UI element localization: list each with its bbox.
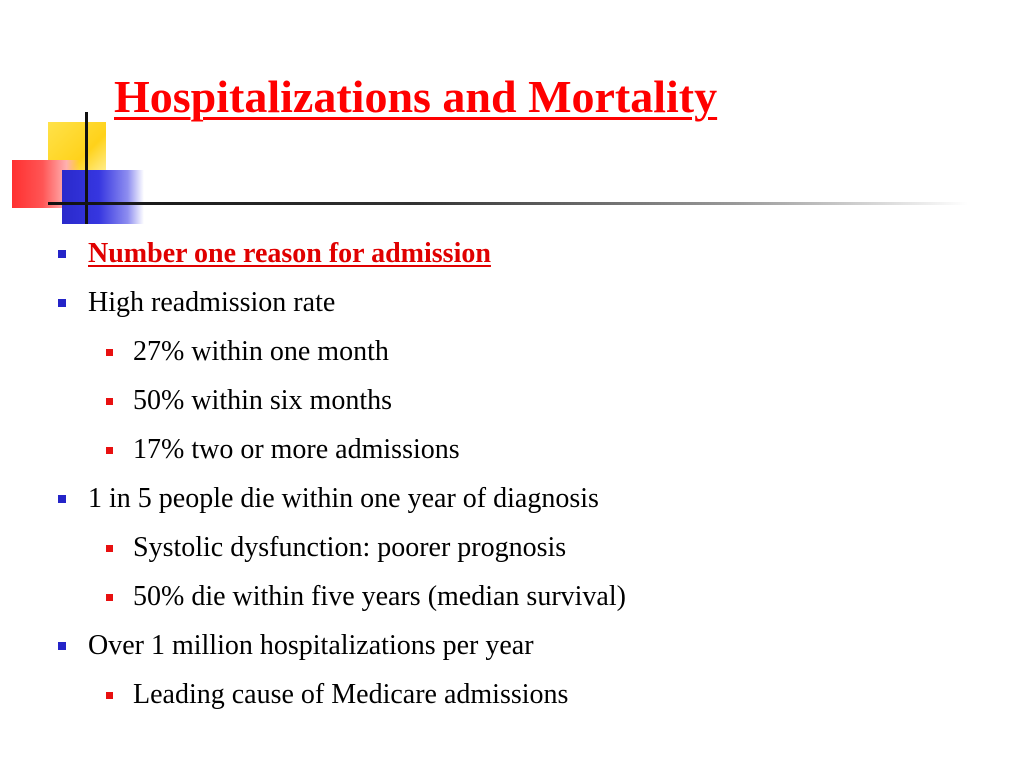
sub-bullet-square-icon [106,692,113,699]
sub-bullet-square-icon [106,594,113,601]
sub-bullet-item [106,531,566,565]
bullet-item [58,482,599,516]
bullet-item [58,629,534,663]
decorative-blue-bar [62,170,144,224]
sub-bullet-text: 50% die within five years (median survival) [133,581,626,612]
sub-bullet-text: 27% within one month [133,336,389,367]
bullet-square-icon [58,250,66,258]
bullet-square-icon [58,495,66,503]
sub-bullet-text: Leading cause of Medicare admissions [133,679,569,710]
bullet-text: Number one reason for admission [88,238,491,269]
sub-bullet-square-icon [106,349,113,356]
bullet-text: High readmission rate [88,287,336,318]
title-divider-line [48,202,968,205]
sub-bullet-text: 17% two or more admissions [133,434,460,465]
sub-bullet-item [106,335,389,369]
bullet-text: 1 in 5 people die within one year of diagnosis [88,483,599,514]
sub-bullet-square-icon [106,545,113,552]
bullet-item [58,286,335,320]
decorative-vertical-line [85,112,88,224]
sub-bullet-square-icon [106,447,113,454]
sub-bullet-item [106,580,626,614]
bullet-item [58,237,491,271]
sub-bullet-square-icon [106,398,113,405]
sub-bullet-item [106,433,460,467]
bullet-square-icon [58,299,66,307]
slide-title: Hospitalizations and Mortality [114,71,718,122]
bullet-text: Over 1 million hospitalizations per year [88,630,534,661]
bullet-square-icon [58,642,66,650]
sub-bullet-text: Systolic dysfunction: poorer prognosis [133,532,567,563]
sub-bullet-item [106,384,392,418]
sub-bullet-text: 50% within six months [133,385,393,416]
sub-bullet-item [106,678,568,712]
